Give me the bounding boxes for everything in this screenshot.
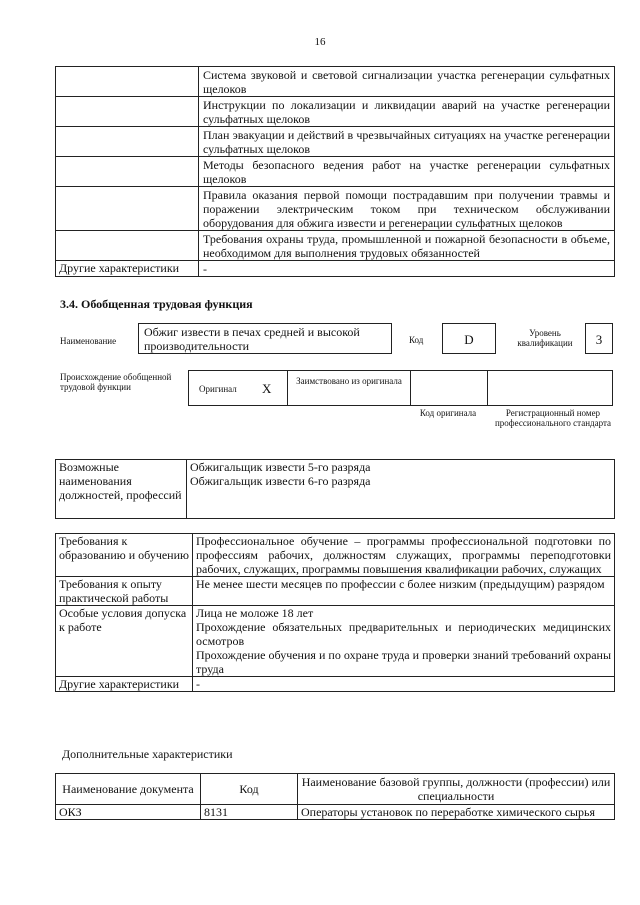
req-value: Лица не моложе 18 лет — [196, 606, 314, 620]
table-row — [56, 97, 615, 127]
original-label: Оригинал — [199, 384, 237, 394]
positions-values — [187, 460, 615, 519]
requirements-table — [55, 533, 615, 692]
table-row — [56, 187, 615, 231]
key-cell — [56, 231, 199, 261]
table-row — [56, 534, 615, 577]
req-values — [193, 606, 615, 677]
table-header-row — [56, 774, 615, 805]
table-row — [56, 805, 615, 820]
table-row — [56, 677, 615, 692]
req-key: Требования к опыту практической работы — [56, 577, 193, 606]
code-caption: Код оригинала — [419, 408, 477, 418]
name-value: Обжиг извести в печах средней и высокой производительности — [138, 323, 392, 354]
value-cell: Система звуковой и световой сигнализации участка регенерации сульфатных щелоков — [199, 67, 615, 97]
value-cell: - — [199, 261, 615, 277]
key-cell — [56, 157, 199, 187]
value-cell: План эвакуации и действий в чрезвычайных ситуациях на участке регенерации сульфатных щелоков — [199, 127, 615, 157]
table-row — [56, 606, 615, 677]
positions-label: Возможные наименования должностей, профессий — [56, 460, 187, 519]
level-label: Уровень квалификации — [517, 328, 573, 348]
name-label: Наименование — [60, 336, 117, 346]
page-number: 16 — [314, 36, 326, 48]
table-row — [56, 460, 615, 519]
table-row — [56, 67, 615, 97]
table-row — [56, 261, 615, 277]
section-title: 3.4. Обобщенная трудовая функция — [60, 297, 253, 311]
code-label: Код — [409, 335, 424, 345]
key-cell — [56, 187, 199, 231]
additional-title: Дополнительные характеристики — [62, 747, 233, 761]
table-cell: Операторы установок по переработке химического сырья — [298, 805, 615, 820]
position-item: Обжигальщик извести 5-го разряда — [190, 460, 371, 474]
reg-caption: Регистрационный номер профессионального стандарта — [494, 408, 612, 428]
key-cell — [56, 67, 199, 97]
key-cell — [56, 97, 199, 127]
column-header: Наименование документа — [56, 774, 201, 805]
req-value: Не менее шести месяцев по профессии с более низким (предыдущим) разрядом — [193, 577, 615, 606]
table-row — [56, 231, 615, 261]
table-cell: ОКЗ — [56, 805, 201, 820]
req-key: Требования к образованию и обучению — [56, 534, 193, 577]
value-cell: Инструкции по локализации и ликвидации аварий на участке регенерации сульфатных щелоков — [199, 97, 615, 127]
origin-label: Происхождение обобщенной трудовой функции — [60, 372, 172, 392]
req-value: Прохождение обучения и по охране труда и проверки знаний требований охраны труда — [196, 648, 611, 676]
req-key: Другие характеристики — [56, 677, 193, 692]
req-key: Особые условия допуска к работе — [56, 606, 193, 677]
req-value: Профессиональное обучение – программы профессиональной подготовки по профессиям рабочих, должностям служащих, программы переподготовки рабочих, служащих, программы повышения квалификации рабочих, служащих — [193, 534, 615, 577]
reg-number-cell — [487, 370, 613, 406]
req-value: Прохождение обязательных предварительных и периодических медицинских осмотров — [196, 620, 611, 648]
value-cell: Правила оказания первой помощи пострадавшим при получении травмы и поражении электрическим током при техническом обслуживании оборудования для обжига извести и регенерации сульфатных щелоков — [199, 187, 615, 231]
column-header: Наименование базовой группы, должности (профессии) или специальности — [298, 774, 615, 805]
table-cell: 8131 — [201, 805, 298, 820]
additional-table — [55, 773, 615, 820]
positions-table — [55, 459, 615, 519]
original-cell — [188, 370, 288, 406]
table-row — [56, 157, 615, 187]
table-row — [56, 127, 615, 157]
original-mark: X — [262, 381, 272, 396]
level-value: 3 — [585, 323, 613, 354]
value-cell: Требования охраны труда, промышленной и пожарной безопасности в объеме, необходимом для выполнения трудовых обязанностей — [199, 231, 615, 261]
position-item: Обжигальщик извести 6-го разряда — [190, 474, 371, 488]
column-header: Код — [201, 774, 298, 805]
key-cell — [56, 127, 199, 157]
req-value: - — [193, 677, 615, 692]
original-code-cell — [410, 370, 488, 406]
knowledge-table — [55, 66, 615, 277]
borrowed-cell: Заимствовано из оригинала — [287, 370, 411, 406]
key-cell: Другие характеристики — [56, 261, 199, 277]
table-row — [56, 577, 615, 606]
value-cell: Методы безопасного ведения работ на участке регенерации сульфатных щелоков — [199, 157, 615, 187]
code-value: D — [442, 323, 496, 354]
